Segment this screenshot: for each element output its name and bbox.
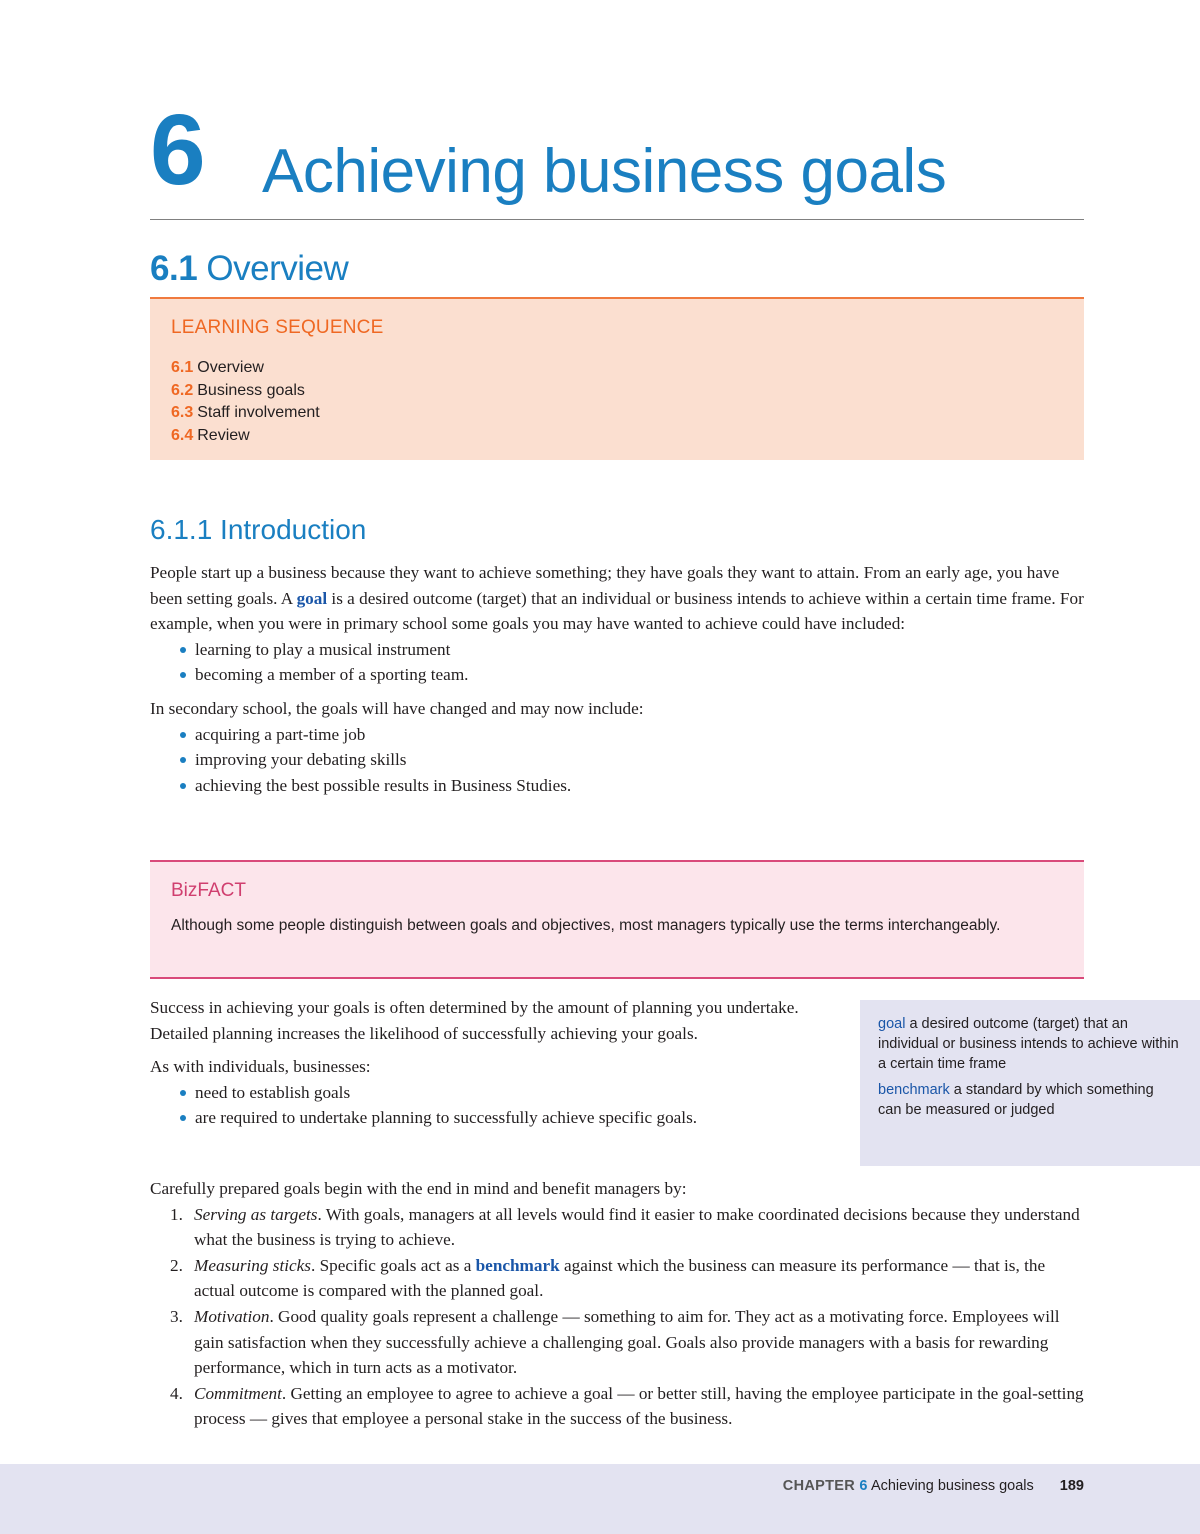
glossary-term[interactable]: benchmark xyxy=(878,1082,950,1098)
chapter-number: 6 xyxy=(150,94,204,206)
glossary-definition: a desired outcome (target) that an individual or business intends to achieve within a certain time frame xyxy=(878,1016,1179,1072)
glossary-link-benchmark[interactable]: benchmark xyxy=(475,1255,560,1275)
item-number: 6.3 xyxy=(171,404,194,421)
item-label: Business goals xyxy=(197,381,305,399)
secondary-goals-list xyxy=(150,722,1090,799)
intro-paragraph: People start up a business because they want to achieve something; they have goals they want to attain. From an early age, you have been setting goals. A goal is a desired outcome (target) that an individual or business intends to achieve within a certain time frame. For example, when you were in primary school some goals you may have wanted to achieve could have included: xyxy=(150,563,1084,634)
list-item: achieving the best possible results in Business Studies. xyxy=(150,773,1090,799)
list-item: acquiring a part-time job xyxy=(150,722,1090,748)
list-item: are required to undertake planning to successfully achieve specific goals. xyxy=(150,1105,850,1131)
page-number: 189 xyxy=(1059,1478,1084,1494)
learning-sequence-item[interactable] xyxy=(171,357,1084,380)
bizfact-box xyxy=(150,860,1084,979)
benefit-item: 4. Commitment. Getting an employee to agree to achieve a goal — or better still, having the employee participate in the goal-setting process — gives that employee a personal stake in the success of the business. xyxy=(150,1381,1090,1432)
intro-body xyxy=(150,560,1090,798)
item-marker: 2. xyxy=(170,1255,183,1275)
benefit-item: 3. Motivation. Good quality goals represent a challenge — something to aim for. They act as a motivating force. Employees will gain satisfaction when they successfully achieve a challenging goal. Goals also provide managers with a basis for rewarding performance, which in turn acts as a motivator. xyxy=(150,1304,1090,1381)
subsection-heading: 6.1.1 Introduction xyxy=(150,514,367,545)
benefit-item: 2. Measuring sticks. Specific goals act as a benchmark against which the business can measure its performance — that is, the actual outcome is compared with the planned goal. xyxy=(150,1253,1090,1304)
chapter-title: Achieving business goals xyxy=(262,137,947,206)
item-marker: 1. xyxy=(170,1204,183,1224)
benefit-title: Commitment xyxy=(194,1383,282,1403)
learning-sequence-item[interactable] xyxy=(171,402,1084,425)
section-title: Overview xyxy=(206,249,349,288)
benefit-title: Motivation xyxy=(194,1306,270,1326)
item-label: Overview xyxy=(197,359,264,376)
learning-sequence-title: LEARNING SEQUENCE xyxy=(171,317,384,338)
list-item: becoming a member of a sporting team. xyxy=(150,662,1090,688)
glossary-link-goal[interactable]: goal xyxy=(296,588,328,608)
benefit-title: Serving as targets xyxy=(194,1204,318,1224)
planning-paragraph: Success in achieving your goals is often determined by the amount of planning you undertake. Detailed planning increases the likelihood of successfully achieving your goals. xyxy=(150,998,799,1043)
glossary-definition: a standard by which something can be measured or judged xyxy=(878,1082,1154,1118)
glossary-term[interactable]: goal xyxy=(878,1016,906,1032)
bizfact-title: BizFACT xyxy=(171,880,246,901)
learning-sequence-item[interactable] xyxy=(171,425,1084,448)
section-number: 6.1 xyxy=(150,249,198,288)
glossary-entry xyxy=(878,1080,1180,1120)
item-number: 6.2 xyxy=(171,381,194,399)
benefit-item: 1. Serving as targets. With goals, managers at all levels would find it easier to make coordinated decisions because they understand what the business is trying to achieve. xyxy=(150,1202,1090,1253)
intro-list xyxy=(150,637,1090,688)
footer-chapter: CHAPTER 6 xyxy=(782,1478,868,1494)
glossary-entry xyxy=(878,1014,1180,1074)
bizfact-text: Although some people distinguish between goals and objectives, most managers typically use the terms interchangeably. xyxy=(171,917,1001,934)
glossary-sidebar xyxy=(860,1000,1200,1166)
chapter-heading xyxy=(150,94,1084,220)
item-label: Staff involvement xyxy=(197,404,320,421)
footer-chapter-title: Achieving business goals xyxy=(870,1478,1034,1494)
learning-sequence-item[interactable] xyxy=(171,380,1084,403)
benefits-body xyxy=(150,1176,1090,1432)
planning-paragraph-2: As with individuals, businesses: xyxy=(150,1057,371,1077)
list-item: improving your debating skills xyxy=(150,747,1090,773)
item-number: 6.1 xyxy=(171,359,194,376)
list-item: need to establish goals xyxy=(150,1080,850,1106)
benefits-list xyxy=(150,1202,1090,1432)
benefits-intro: Carefully prepared goals begin with the end in mind and benefit managers by: xyxy=(150,1179,687,1198)
item-number: 6.4 xyxy=(171,426,194,444)
business-list xyxy=(150,1080,850,1131)
planning-body xyxy=(150,995,850,1131)
footer-text xyxy=(783,1478,1084,1494)
benefit-title: Measuring sticks xyxy=(194,1255,311,1275)
item-marker: 3. xyxy=(170,1306,183,1326)
intro-paragraph-2: In secondary school, the goals will have changed and may now include: xyxy=(150,698,644,718)
item-marker: 4. xyxy=(170,1383,183,1403)
section-heading xyxy=(150,248,348,290)
page-footer xyxy=(0,1464,1200,1534)
item-label: Review xyxy=(197,426,250,444)
learning-sequence-box xyxy=(150,297,1084,460)
list-item: learning to play a musical instrument xyxy=(150,637,1090,663)
